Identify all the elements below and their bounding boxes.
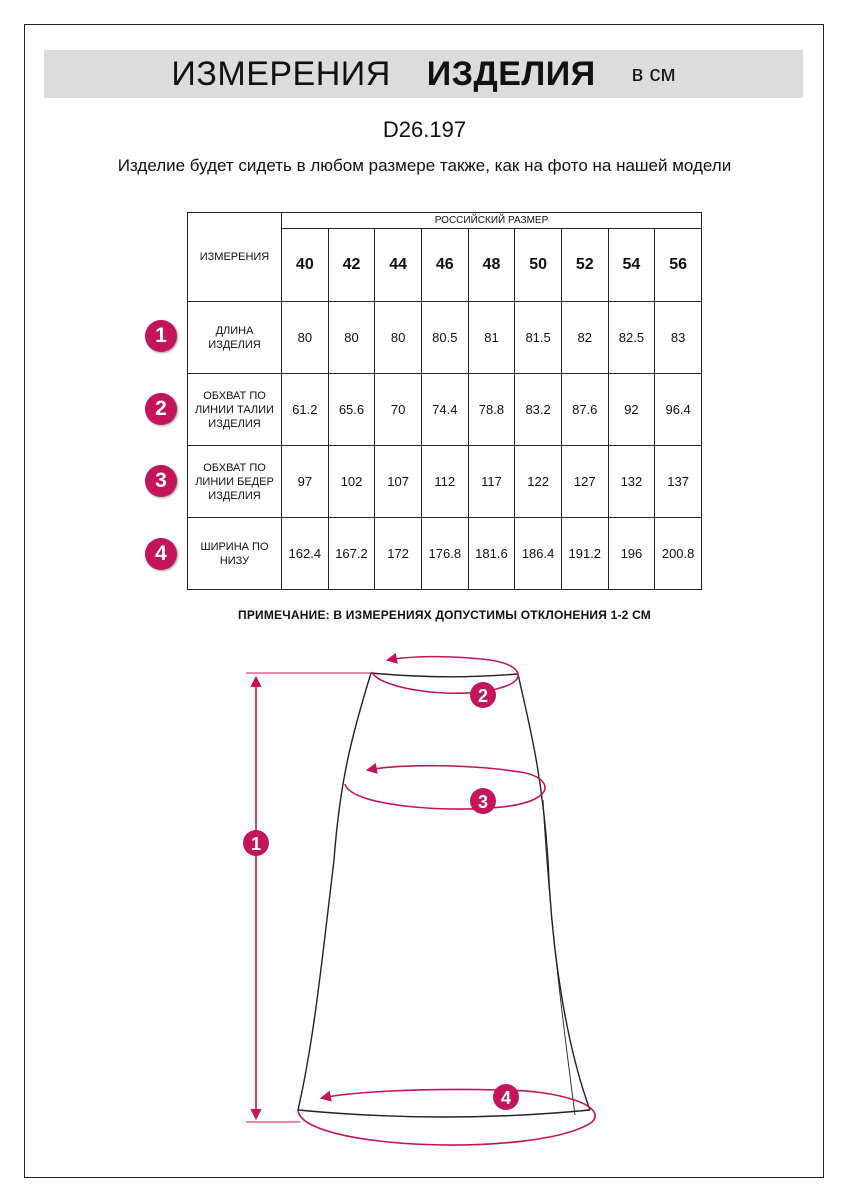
cell-value: 82.5 — [608, 302, 655, 374]
svg-text:4: 4 — [500, 1088, 512, 1108]
row-number-badge: 3 — [145, 465, 177, 497]
table-row — [188, 374, 702, 446]
cell-value: 81.5 — [515, 302, 562, 374]
cell-value: 107 — [375, 446, 422, 518]
svg-text:2: 2 — [477, 686, 489, 706]
size-header: 54 — [608, 229, 655, 302]
skirt-outline — [298, 673, 590, 1117]
size-table — [187, 212, 702, 590]
cell-value: 81 — [468, 302, 515, 374]
size-header: 48 — [468, 229, 515, 302]
cell-value: 181.6 — [468, 518, 515, 590]
size-header: 40 — [282, 229, 329, 302]
cell-value: 80.5 — [421, 302, 468, 374]
fit-note: Изделие будет сидеть в любом размере также, как на фото на нашей модели — [117, 156, 732, 175]
cell-value: 82 — [561, 302, 608, 374]
cell-value: 176.8 — [421, 518, 468, 590]
cell-value: 132 — [608, 446, 655, 518]
skirt-diagram — [0, 640, 849, 1170]
svg-text:1: 1 — [250, 834, 262, 854]
cell-value: 65.6 — [328, 374, 375, 446]
cell-value: 117 — [468, 446, 515, 518]
cell-value: 167.2 — [328, 518, 375, 590]
cell-value: 92 — [608, 374, 655, 446]
row-number-badge: 1 — [145, 320, 177, 352]
cell-value: 61.2 — [282, 374, 329, 446]
cell-value: 122 — [515, 446, 562, 518]
cell-value: 83 — [655, 302, 702, 374]
row-label: ШИРИНА ПО НИЗУ — [188, 518, 282, 590]
diagram-marker-3 — [470, 788, 496, 814]
product-code: D26.197 — [382, 117, 467, 142]
row-label: ОБХВАТ ПО ЛИНИИ БЕДЕР ИЗДЕЛИЯ — [188, 446, 282, 518]
cell-value: 96.4 — [655, 374, 702, 446]
cell-value: 80 — [282, 302, 329, 374]
cell-value: 83.2 — [515, 374, 562, 446]
cell-value: 78.8 — [468, 374, 515, 446]
diagram-marker-2 — [470, 682, 496, 708]
size-header: 52 — [561, 229, 608, 302]
title-bar — [44, 50, 803, 98]
size-header: 56 — [655, 229, 702, 302]
size-header: 46 — [421, 229, 468, 302]
cell-value: 200.8 — [655, 518, 702, 590]
cell-value: 127 — [561, 446, 608, 518]
hip-measure — [345, 766, 545, 809]
table-row — [188, 302, 702, 374]
cell-value: 172 — [375, 518, 422, 590]
cell-value: 162.4 — [282, 518, 329, 590]
row-header: ИЗМЕРЕНИЯ — [188, 213, 282, 302]
title-product: ИЗДЕЛИЯ — [426, 54, 596, 93]
cell-value: 87.6 — [561, 374, 608, 446]
cell-value: 196 — [608, 518, 655, 590]
cell-value: 112 — [421, 446, 468, 518]
table-row — [188, 446, 702, 518]
cell-value: 97 — [282, 446, 329, 518]
cell-value: 70 — [375, 374, 422, 446]
row-label: ОБХВАТ ПО ЛИНИИ ТАЛИИ ИЗДЕЛИЯ — [188, 374, 282, 446]
cell-value: 186.4 — [515, 518, 562, 590]
cell-value: 80 — [375, 302, 422, 374]
row-label: ДЛИНА ИЗДЕЛИЯ — [188, 302, 282, 374]
size-header: 50 — [515, 229, 562, 302]
title-measurements: ИЗМЕРЕНИЯ — [171, 54, 391, 93]
row-number-badge: 4 — [145, 538, 177, 570]
cell-value: 191.2 — [561, 518, 608, 590]
svg-text:3: 3 — [477, 792, 489, 812]
cell-value: 102 — [328, 446, 375, 518]
group-header: РОССИЙСКИЙ РАЗМЕР — [282, 213, 702, 229]
tolerance-note: ПРИМЕЧАНИЕ: В ИЗМЕРЕНИЯХ ДОПУСТИМЫ ОТКЛОНЕНИЯ 1-2 СМ — [238, 608, 651, 622]
diagram-marker-1 — [243, 830, 269, 856]
table-row — [188, 518, 702, 590]
title-unit: в см — [631, 61, 676, 86]
cell-value: 74.4 — [421, 374, 468, 446]
size-header: 42 — [328, 229, 375, 302]
size-header: 44 — [375, 229, 422, 302]
diagram-marker-4 — [493, 1084, 519, 1110]
cell-value: 137 — [655, 446, 702, 518]
row-number-badge: 2 — [145, 393, 177, 425]
cell-value: 80 — [328, 302, 375, 374]
